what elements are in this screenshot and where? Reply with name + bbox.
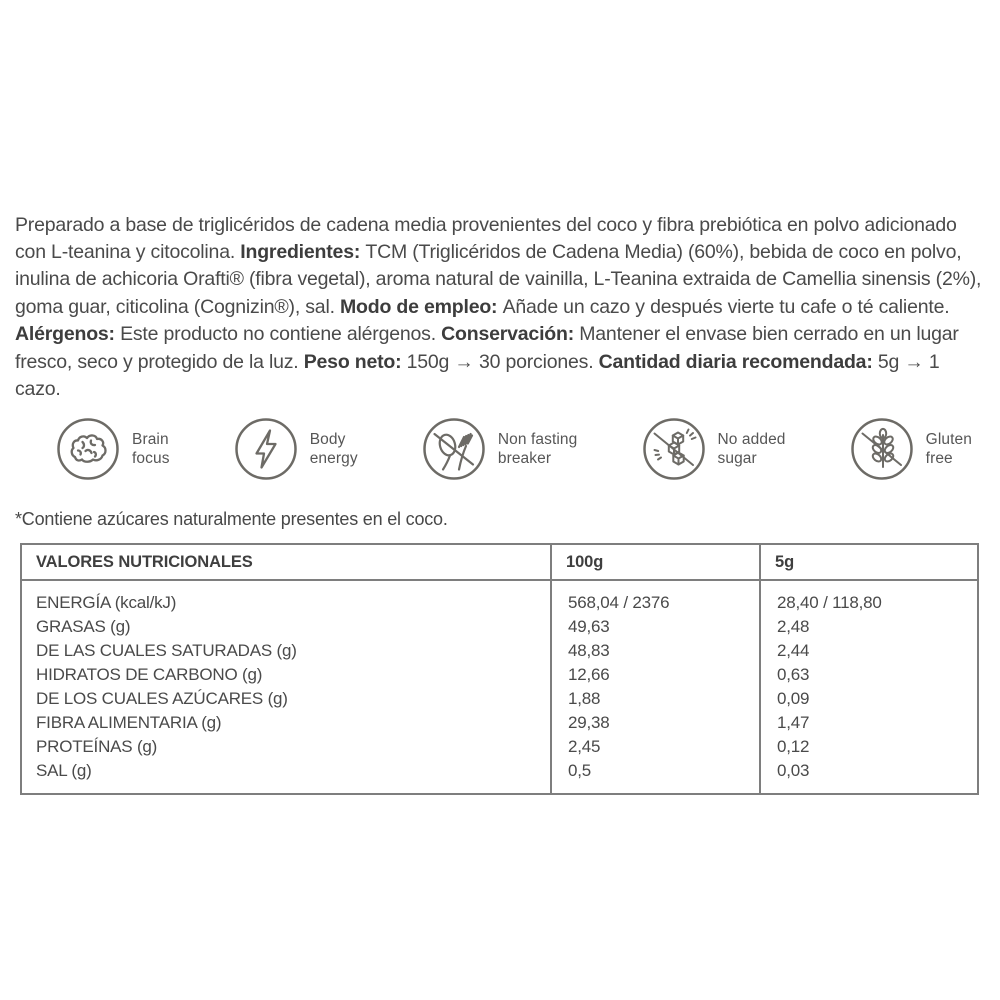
- badge-label: Non fasting breaker: [497, 431, 578, 467]
- nutrient-label: PROTEÍNAS (g): [21, 735, 551, 759]
- badge-brain-focus: [56, 417, 170, 481]
- badge-label: Gluten free: [925, 431, 972, 467]
- nutrition-header-title: VALORES NUTRICIONALES: [21, 544, 551, 580]
- value-5g: 0,03: [760, 759, 978, 794]
- nutrition-table: [20, 543, 979, 795]
- value-100g: 12,66: [551, 663, 760, 687]
- value-100g: 2,45: [551, 735, 760, 759]
- value-5g: 2,44: [760, 639, 978, 663]
- value-100g: 48,83: [551, 639, 760, 663]
- value-100g: 0,5: [551, 759, 760, 794]
- value-100g: 49,63: [551, 615, 760, 639]
- nutrition-row: [21, 580, 978, 615]
- sugar-note: *Contiene azúcares naturalmente presentes en el coco.: [15, 509, 448, 529]
- value-5g: 0,12: [760, 735, 978, 759]
- nutrition-row: [21, 735, 978, 759]
- product-description: Preparado a base de triglicéridos de cadena media provenientes del coco y fibra prebiótica en polvo adicionado con L-teanina y citocolina. Ingredientes: TCM (Triglicéridos de Cadena Media) (60%), bebida de coco en polvo, inulina de achicoria Orafti® (fibra vegetal), aroma natural de vainilla, L-Teanina extraida de Camellia sinensis (2%), goma guar, citicolina (Cognizin®), sal. Modo de empleo: Añade un cazo y después vierte tu cafe o té caliente. Alérgenos: Este producto no contiene alérgenos. Conservación: Mantener el envase bien cerrado en un lugar fresco, seco y protegido de la luz. Peso neto: 150g → 30 porciones. Cantidad diaria recomendada: 5g → 1 cazo.: [15, 213, 982, 400]
- lightning-icon: [234, 417, 298, 481]
- badge-body-energy: [234, 417, 358, 481]
- nutrient-label: ENERGÍA (kcal/kJ): [21, 580, 551, 615]
- nutrient-label: SAL (g): [21, 759, 551, 794]
- value-5g: 0,63: [760, 663, 978, 687]
- nutrition-row: [21, 711, 978, 735]
- nutrition-header-5g: 5g: [760, 544, 978, 580]
- nutrition-row: [21, 759, 978, 794]
- value-100g: 29,38: [551, 711, 760, 735]
- nutrient-label: DE LAS CUALES SATURADAS (g): [21, 639, 551, 663]
- no-sugar-icon: [642, 417, 706, 481]
- no-cutlery-icon: [422, 417, 486, 481]
- badge-gluten-free: [850, 417, 972, 481]
- nutrient-label: DE LOS CUALES AZÚCARES (g): [21, 687, 551, 711]
- value-100g: 568,04 / 2376: [551, 580, 760, 615]
- nutrient-label: HIDRATOS DE CARBONO (g): [21, 663, 551, 687]
- brain-icon: [56, 417, 120, 481]
- nutrition-row: [21, 639, 978, 663]
- nutrition-row: [21, 615, 978, 639]
- nutrient-label: GRASAS (g): [21, 615, 551, 639]
- badge-no-added-sugar: [642, 417, 786, 481]
- nutrition-row: [21, 663, 978, 687]
- nutrition-header-100g: 100g: [551, 544, 760, 580]
- value-5g: 2,48: [760, 615, 978, 639]
- badge-non-fasting-breaker: [422, 417, 578, 481]
- feature-badges-row: [56, 417, 972, 481]
- badge-label: No added sugar: [717, 431, 786, 467]
- no-gluten-icon: [850, 417, 914, 481]
- nutrition-header-row: [21, 544, 978, 580]
- nutrition-row: [21, 687, 978, 711]
- value-5g: 1,47: [760, 711, 978, 735]
- badge-label: Brain focus: [132, 431, 170, 467]
- value-100g: 1,88: [551, 687, 760, 711]
- badge-label: Body energy: [309, 431, 358, 467]
- value-5g: 28,40 / 118,80: [760, 580, 978, 615]
- value-5g: 0,09: [760, 687, 978, 711]
- nutrient-label: FIBRA ALIMENTARIA (g): [21, 711, 551, 735]
